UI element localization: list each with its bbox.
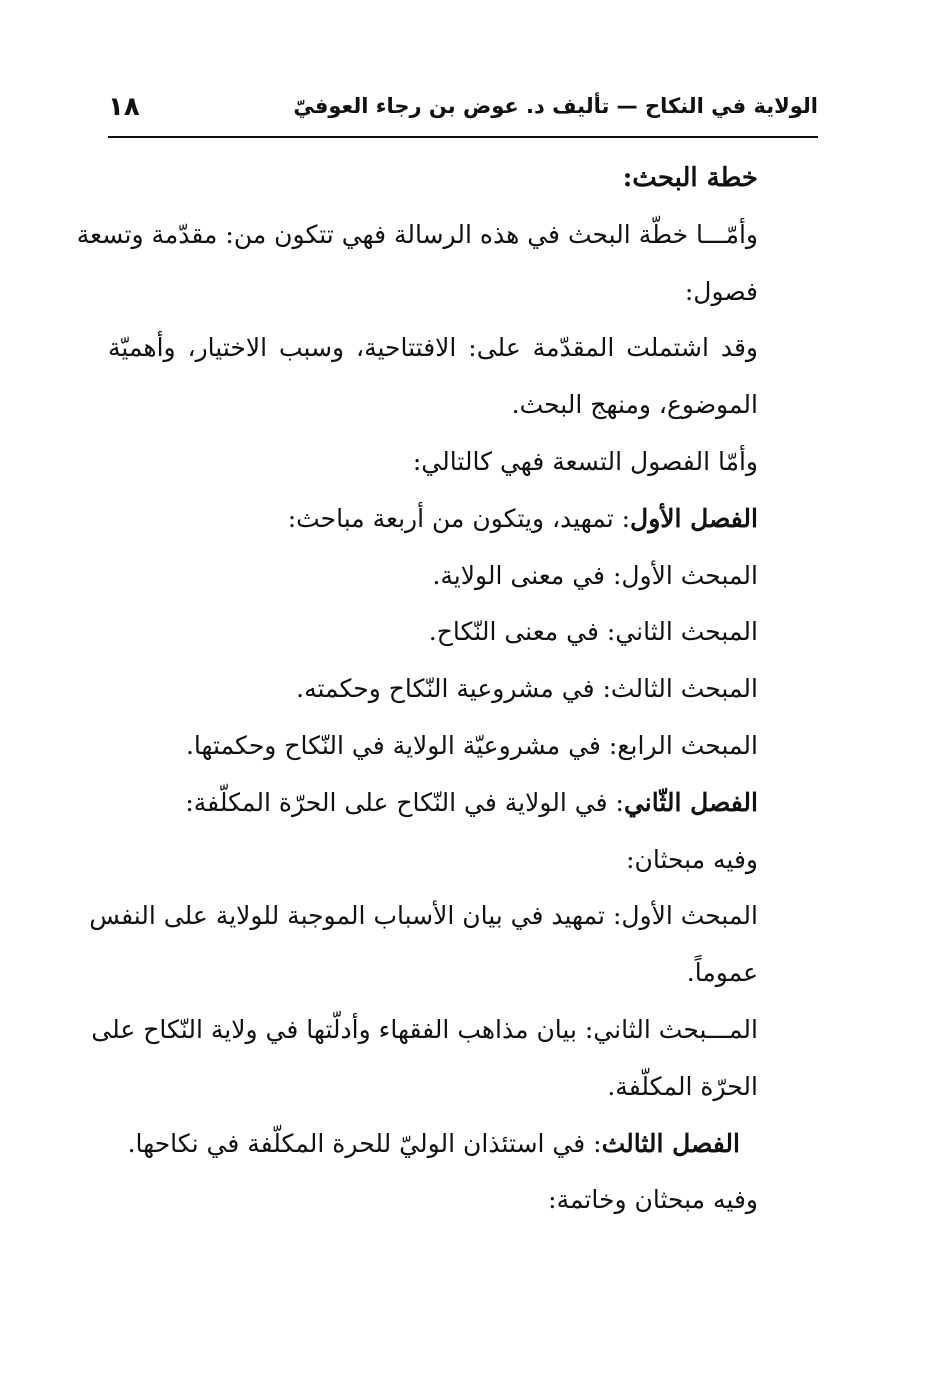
chapter-label: الفصل الثّاني <box>623 787 758 817</box>
body-line <box>108 320 758 377</box>
body-text <box>76 150 758 1229</box>
body-line <box>89 888 758 945</box>
line-text: : في الولاية في النّكاح على الحرّة المكلّفة: <box>185 787 624 817</box>
body-line <box>108 604 758 661</box>
body-line <box>108 775 758 832</box>
body-line <box>108 1172 758 1229</box>
line-text: وفيه مبحثان: <box>626 844 758 874</box>
body-line <box>108 661 758 718</box>
line-text: المبحث الرابع: في مشروعيّة الولاية في النّكاح وحكمتها. <box>185 730 758 760</box>
line-text: وأمّا الفصول التسعة فهي كالتالي: <box>412 446 758 476</box>
line-text: فصول: <box>684 276 758 306</box>
body-line <box>108 945 758 1002</box>
line-text: وقد اشتملت المقدّمة على: الافتتاحية، وسبب الاختيار، وأهميّة <box>108 333 758 363</box>
body-line <box>108 491 758 548</box>
chapter-label: الفصل الثالث <box>601 1128 740 1158</box>
body-line <box>91 1002 758 1059</box>
line-text: : في استئذان الوليّ للحرة المكلّفة في نكاحها. <box>127 1128 602 1158</box>
body-line <box>108 1116 758 1173</box>
body-line <box>76 207 758 264</box>
line-text: المبحث الثاني: في معنى النّكاح. <box>428 617 758 647</box>
body-line <box>108 832 758 889</box>
line-text: الموضوع، ومنهج البحث. <box>511 390 758 420</box>
body-line <box>108 718 758 775</box>
line-text: وأمّـــا خطّة البحث في هذه الرسالة فهي تتكون من: مقدّمة وتسعة <box>76 219 758 249</box>
line-text: : تمهيد، ويتكون من أربعة مباحث: <box>287 503 631 533</box>
page-number: ١٨ <box>108 92 140 122</box>
line-text: المبحث الثالث: في مشروعية النّكاح وحكمته. <box>296 674 758 704</box>
section-heading: خطة البحث: <box>622 163 758 193</box>
header-rule <box>108 136 818 138</box>
body-line <box>108 548 758 605</box>
line-text: المبحث الأول: تمهيد في بيان الأسباب الموجبة للولاية على النفس <box>89 901 758 931</box>
line-text: المبحث الأول: في معنى الولاية. <box>432 560 758 590</box>
line-text: الحرّة المكلّفة. <box>607 1071 758 1101</box>
line-text: وفيه مبحثان وخاتمة: <box>548 1185 758 1215</box>
body-line <box>108 264 758 321</box>
running-title: الولاية في النكاح — تأليف د. عوض بن رجاء العوفيّ <box>293 94 818 118</box>
line-text: المـــبحث الثاني: بيان مذاهب الفقهاء وأدلّتها في ولاية النّكاح على <box>91 1014 758 1044</box>
line-text: عموماً. <box>686 958 758 988</box>
body-line <box>108 1059 758 1116</box>
body-line <box>108 434 758 491</box>
page-header <box>108 92 818 132</box>
body-line <box>108 377 758 434</box>
chapter-label: الفصل الأول <box>630 503 758 533</box>
